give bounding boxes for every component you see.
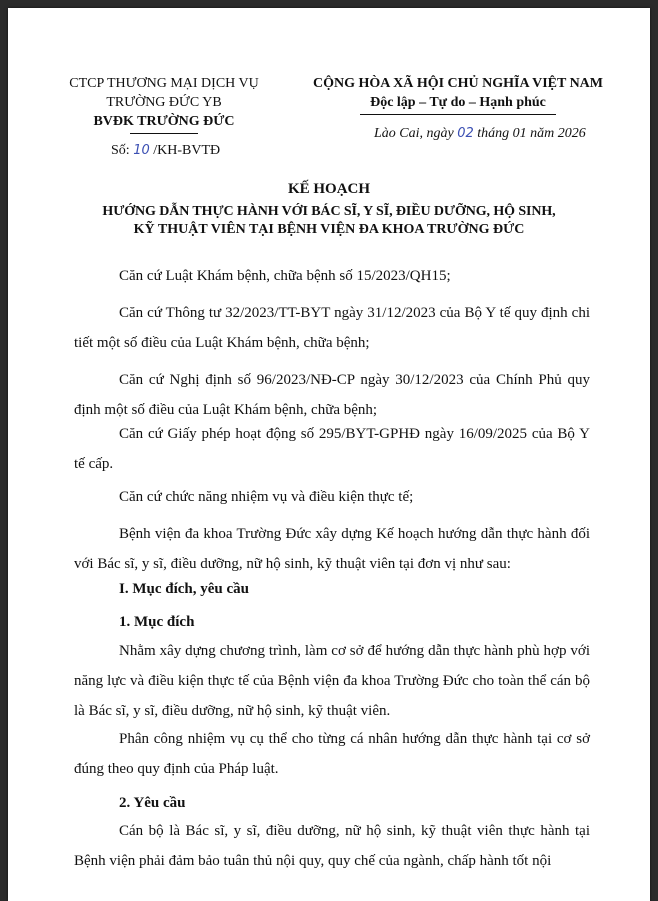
legal-basis-3: Căn cứ Nghị định số 96/2023/NĐ-CP ngày 30/12/2023 của Chính Phủ quy định một số điều của Luật Khám bệnh, chữa bệnh;: [74, 372, 590, 418]
document-page: [8, 8, 650, 901]
document-date-suffix: tháng 01 năm 2026: [477, 126, 586, 141]
legal-basis-5: Căn cứ chức năng nhiệm vụ và điều kiện thực tế;: [119, 489, 414, 505]
document-date: [374, 124, 586, 143]
legal-basis-1: Căn cứ Luật Khám bệnh, chữa bệnh số 15/2023/QH15;: [119, 268, 451, 284]
org-parent-name-2: TRƯỜNG ĐỨC YB: [106, 95, 222, 110]
purpose-paragraph-1: Nhằm xây dựng chương trình, làm cơ sở để hướng dẫn thực hành phù hợp với năng lực và điều kiện thực tế của Bệnh viện đa khoa Trường Đức cho toàn thể cán bộ là Bác sĩ, y sĩ, điều dưỡng, nữ hộ sinh, kỹ thuật viên.: [74, 643, 590, 719]
org-parent-name: CTCP THƯƠNG MẠI DỊCH VỤ: [69, 76, 259, 91]
subsection-heading-purpose: 1. Mục đích: [119, 614, 195, 630]
legal-basis-2: Căn cứ Thông tư 32/2023/TT-BYT ngày 31/12/2023 của Bộ Y tế quy định chi tiết một số điều của Luật Khám bệnh, chữa bệnh;: [74, 305, 590, 351]
document-number-handwritten: 10: [133, 143, 150, 158]
document-number-prefix: Số:: [111, 143, 130, 158]
national-motto: Độc lập – Tự do – Hạnh phúc: [370, 95, 546, 110]
national-motto-underline: [360, 114, 556, 115]
subsection-heading-requirements: 2. Yêu cầu: [119, 795, 186, 811]
legal-basis-4: Căn cứ Giấy phép hoạt động số 295/BYT-GPHĐ ngày 16/09/2025 của Bộ Y tế cấp.: [74, 426, 590, 472]
document-title: KẾ HOẠCH: [287, 181, 371, 197]
document-date-day-handwritten: 02: [457, 126, 474, 141]
document-date-prefix: Lào Cai, ngày: [374, 126, 454, 141]
document-subtitle-line2: KỸ THUẬT VIÊN TẠI BỆNH VIỆN ĐA KHOA TRƯỜNG ĐỨC: [133, 222, 525, 237]
document-number: [111, 141, 220, 160]
document-subtitle-line1: HƯỚNG DẪN THỰC HÀNH VỚI BÁC SĨ, Y SĨ, ĐIỀU DƯỠNG, HỘ SINH,: [102, 204, 556, 219]
intro-paragraph: Bệnh viện đa khoa Trường Đức xây dựng Kế hoạch hướng dẫn thực hành đối với Bác sĩ, y sĩ, điều dưỡng, nữ hộ sinh, kỹ thuật viên tại đơn vị như sau:: [74, 526, 590, 572]
org-name: BVĐK TRƯỜNG ĐỨC: [93, 114, 235, 129]
org-name-underline: [130, 133, 198, 134]
purpose-paragraph-2: Phân công nhiệm vụ cụ thể cho từng cá nhân hướng dẫn thực hành tại cơ sở đúng theo quy định của Pháp luật.: [74, 731, 590, 777]
document-number-suffix: /KH-BVTĐ: [153, 143, 221, 158]
requirements-paragraph: Cán bộ là Bác sĩ, y sĩ, điều dưỡng, nữ hộ sinh, kỹ thuật viên thực hành tại Bệnh viện phải đảm bảo tuân thủ nội quy, quy chế của ngành, chấp hành tốt nội: [74, 823, 590, 869]
section-heading-1: I. Mục đích, yêu cầu: [119, 581, 250, 597]
national-title: CỘNG HÒA XÃ HỘI CHỦ NGHĨA VIỆT NAM: [312, 76, 603, 91]
